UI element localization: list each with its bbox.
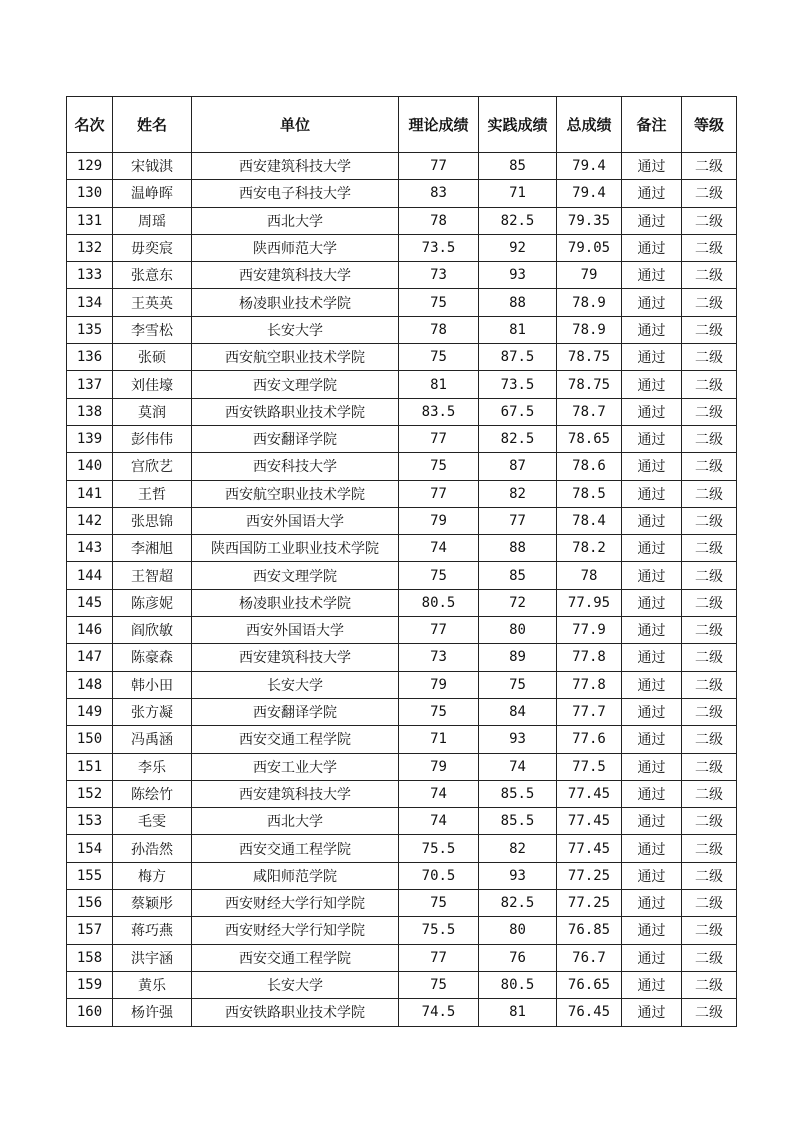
cell-unit: 西安文理学院 (192, 562, 399, 589)
cell-level: 二级 (682, 753, 737, 780)
cell-total-score: 77.45 (557, 808, 622, 835)
cell-remark: 通过 (622, 862, 682, 889)
cell-theory-score: 77 (399, 425, 479, 452)
cell-unit: 西安翻译学院 (192, 698, 399, 725)
cell-rank: 143 (67, 535, 113, 562)
cell-level: 二级 (682, 862, 737, 889)
cell-name: 王智超 (113, 562, 192, 589)
cell-name: 梅方 (113, 862, 192, 889)
table-row (67, 398, 737, 425)
table-row (67, 371, 737, 398)
cell-total-score: 78 (557, 562, 622, 589)
cell-remark: 通过 (622, 289, 682, 316)
cell-practice-score: 71 (479, 180, 557, 207)
cell-name: 张方凝 (113, 698, 192, 725)
header-remark: 备注 (622, 97, 682, 153)
cell-total-score: 77.8 (557, 671, 622, 698)
cell-unit: 西安铁路职业技术学院 (192, 398, 399, 425)
cell-name: 李湘旭 (113, 535, 192, 562)
cell-rank: 160 (67, 999, 113, 1026)
cell-rank: 147 (67, 644, 113, 671)
cell-unit: 西安建筑科技大学 (192, 153, 399, 180)
cell-unit: 西安财经大学行知学院 (192, 890, 399, 917)
cell-total-score: 78.9 (557, 316, 622, 343)
cell-unit: 西安工业大学 (192, 753, 399, 780)
cell-unit: 西安翻译学院 (192, 425, 399, 452)
table-row (67, 617, 737, 644)
cell-total-score: 76.7 (557, 944, 622, 971)
cell-remark: 通过 (622, 644, 682, 671)
cell-total-score: 77.8 (557, 644, 622, 671)
table-row (67, 453, 737, 480)
cell-theory-score: 79 (399, 671, 479, 698)
cell-theory-score: 74.5 (399, 999, 479, 1026)
cell-theory-score: 74 (399, 808, 479, 835)
cell-practice-score: 87.5 (479, 344, 557, 371)
cell-theory-score: 83.5 (399, 398, 479, 425)
cell-rank: 152 (67, 780, 113, 807)
cell-level: 二级 (682, 316, 737, 343)
cell-remark: 通过 (622, 180, 682, 207)
header-rank: 名次 (67, 97, 113, 153)
cell-theory-score: 77 (399, 617, 479, 644)
cell-level: 二级 (682, 289, 737, 316)
cell-practice-score: 85 (479, 153, 557, 180)
cell-name: 周瑶 (113, 207, 192, 234)
cell-level: 二级 (682, 890, 737, 917)
cell-total-score: 78.75 (557, 371, 622, 398)
cell-theory-score: 75 (399, 453, 479, 480)
cell-level: 二级 (682, 153, 737, 180)
results-table (66, 96, 737, 1027)
cell-unit: 西北大学 (192, 808, 399, 835)
cell-name: 洪宇涵 (113, 944, 192, 971)
table-row (67, 644, 737, 671)
cell-rank: 146 (67, 617, 113, 644)
cell-rank: 137 (67, 371, 113, 398)
cell-level: 二级 (682, 507, 737, 534)
cell-practice-score: 73.5 (479, 371, 557, 398)
cell-rank: 139 (67, 425, 113, 452)
cell-unit: 西安外国语大学 (192, 617, 399, 644)
cell-practice-score: 84 (479, 698, 557, 725)
cell-total-score: 78.9 (557, 289, 622, 316)
cell-unit: 西安建筑科技大学 (192, 644, 399, 671)
cell-practice-score: 81 (479, 316, 557, 343)
cell-total-score: 76.85 (557, 917, 622, 944)
cell-theory-score: 71 (399, 726, 479, 753)
cell-rank: 159 (67, 971, 113, 998)
cell-total-score: 79.05 (557, 234, 622, 261)
cell-theory-score: 81 (399, 371, 479, 398)
cell-unit: 西安交通工程学院 (192, 944, 399, 971)
cell-total-score: 77.45 (557, 835, 622, 862)
cell-unit: 西安文理学院 (192, 371, 399, 398)
cell-unit: 西安财经大学行知学院 (192, 917, 399, 944)
cell-theory-score: 80.5 (399, 589, 479, 616)
cell-rank: 150 (67, 726, 113, 753)
cell-practice-score: 85.5 (479, 780, 557, 807)
cell-name: 阎欣敏 (113, 617, 192, 644)
cell-rank: 136 (67, 344, 113, 371)
table-row (67, 862, 737, 889)
cell-name: 韩小田 (113, 671, 192, 698)
cell-practice-score: 67.5 (479, 398, 557, 425)
cell-theory-score: 75 (399, 344, 479, 371)
cell-rank: 131 (67, 207, 113, 234)
table-row (67, 344, 737, 371)
cell-name: 宫欣艺 (113, 453, 192, 480)
header-level: 等级 (682, 97, 737, 153)
cell-unit: 杨凌职业技术学院 (192, 589, 399, 616)
cell-practice-score: 81 (479, 999, 557, 1026)
cell-total-score: 78.7 (557, 398, 622, 425)
cell-rank: 130 (67, 180, 113, 207)
cell-total-score: 76.65 (557, 971, 622, 998)
cell-name: 张硕 (113, 344, 192, 371)
cell-practice-score: 82 (479, 835, 557, 862)
cell-level: 二级 (682, 453, 737, 480)
cell-rank: 142 (67, 507, 113, 534)
cell-total-score: 77.45 (557, 780, 622, 807)
cell-total-score: 78.5 (557, 480, 622, 507)
cell-theory-score: 74 (399, 535, 479, 562)
cell-theory-score: 75.5 (399, 835, 479, 862)
table-body (67, 153, 737, 1027)
cell-remark: 通过 (622, 780, 682, 807)
cell-name: 陈绘竹 (113, 780, 192, 807)
cell-unit: 西安外国语大学 (192, 507, 399, 534)
cell-level: 二级 (682, 535, 737, 562)
cell-total-score: 79.35 (557, 207, 622, 234)
cell-name: 李雪松 (113, 316, 192, 343)
cell-level: 二级 (682, 371, 737, 398)
header-theory-score: 理论成绩 (399, 97, 479, 153)
cell-rank: 134 (67, 289, 113, 316)
table-row (67, 808, 737, 835)
cell-unit: 长安大学 (192, 971, 399, 998)
cell-name: 孙浩然 (113, 835, 192, 862)
header-unit: 单位 (192, 97, 399, 153)
cell-rank: 149 (67, 698, 113, 725)
cell-total-score: 77.9 (557, 617, 622, 644)
cell-level: 二级 (682, 234, 737, 261)
table-row (67, 999, 737, 1026)
cell-practice-score: 82.5 (479, 425, 557, 452)
cell-remark: 通过 (622, 262, 682, 289)
cell-rank: 132 (67, 234, 113, 261)
cell-unit: 西安科技大学 (192, 453, 399, 480)
cell-level: 二级 (682, 944, 737, 971)
cell-theory-score: 75 (399, 971, 479, 998)
cell-level: 二级 (682, 180, 737, 207)
cell-name: 温峥晖 (113, 180, 192, 207)
cell-unit: 西安铁路职业技术学院 (192, 999, 399, 1026)
cell-total-score: 76.45 (557, 999, 622, 1026)
cell-unit: 陕西师范大学 (192, 234, 399, 261)
cell-practice-score: 74 (479, 753, 557, 780)
table-row (67, 698, 737, 725)
cell-practice-score: 93 (479, 262, 557, 289)
table-row (67, 671, 737, 698)
cell-unit: 长安大学 (192, 316, 399, 343)
cell-name: 黄乐 (113, 971, 192, 998)
cell-remark: 通过 (622, 234, 682, 261)
table-row (67, 316, 737, 343)
cell-level: 二级 (682, 562, 737, 589)
cell-remark: 通过 (622, 207, 682, 234)
cell-remark: 通过 (622, 890, 682, 917)
cell-unit: 杨凌职业技术学院 (192, 289, 399, 316)
cell-remark: 通过 (622, 698, 682, 725)
cell-total-score: 79.4 (557, 153, 622, 180)
cell-level: 二级 (682, 425, 737, 452)
cell-level: 二级 (682, 780, 737, 807)
cell-theory-score: 75 (399, 289, 479, 316)
cell-practice-score: 88 (479, 289, 557, 316)
cell-level: 二级 (682, 589, 737, 616)
cell-remark: 通过 (622, 808, 682, 835)
cell-unit: 西安交通工程学院 (192, 726, 399, 753)
cell-remark: 通过 (622, 999, 682, 1026)
cell-total-score: 78.2 (557, 535, 622, 562)
cell-name: 刘佳壕 (113, 371, 192, 398)
table-row (67, 289, 737, 316)
cell-unit: 西安建筑科技大学 (192, 262, 399, 289)
cell-practice-score: 72 (479, 589, 557, 616)
cell-name: 蒋巧燕 (113, 917, 192, 944)
cell-theory-score: 79 (399, 753, 479, 780)
cell-theory-score: 83 (399, 180, 479, 207)
cell-theory-score: 70.5 (399, 862, 479, 889)
cell-level: 二级 (682, 207, 737, 234)
table-row (67, 890, 737, 917)
cell-rank: 157 (67, 917, 113, 944)
cell-name: 王哲 (113, 480, 192, 507)
cell-name: 莫润 (113, 398, 192, 425)
cell-total-score: 78.4 (557, 507, 622, 534)
cell-name: 陈豪森 (113, 644, 192, 671)
table-row (67, 917, 737, 944)
cell-remark: 通过 (622, 835, 682, 862)
cell-rank: 141 (67, 480, 113, 507)
cell-name: 杨许强 (113, 999, 192, 1026)
cell-rank: 156 (67, 890, 113, 917)
cell-remark: 通过 (622, 316, 682, 343)
cell-practice-score: 77 (479, 507, 557, 534)
cell-practice-score: 89 (479, 644, 557, 671)
cell-unit: 陕西国防工业职业技术学院 (192, 535, 399, 562)
cell-theory-score: 74 (399, 780, 479, 807)
cell-remark: 通过 (622, 671, 682, 698)
cell-total-score: 77.6 (557, 726, 622, 753)
cell-total-score: 77.25 (557, 862, 622, 889)
cell-theory-score: 77 (399, 944, 479, 971)
cell-practice-score: 92 (479, 234, 557, 261)
cell-theory-score: 79 (399, 507, 479, 534)
cell-rank: 145 (67, 589, 113, 616)
cell-level: 二级 (682, 617, 737, 644)
table-row (67, 753, 737, 780)
table-row (67, 726, 737, 753)
cell-rank: 148 (67, 671, 113, 698)
cell-level: 二级 (682, 917, 737, 944)
cell-name: 宋钺淇 (113, 153, 192, 180)
cell-total-score: 77.95 (557, 589, 622, 616)
cell-unit: 咸阳师范学院 (192, 862, 399, 889)
table-row (67, 562, 737, 589)
table-row (67, 480, 737, 507)
cell-theory-score: 73.5 (399, 234, 479, 261)
cell-rank: 138 (67, 398, 113, 425)
table-row (67, 207, 737, 234)
cell-total-score: 77.25 (557, 890, 622, 917)
cell-theory-score: 73 (399, 262, 479, 289)
table-row (67, 971, 737, 998)
cell-remark: 通过 (622, 398, 682, 425)
cell-total-score: 78.75 (557, 344, 622, 371)
cell-remark: 通过 (622, 562, 682, 589)
cell-name: 蔡颖彤 (113, 890, 192, 917)
table-row (67, 180, 737, 207)
cell-rank: 153 (67, 808, 113, 835)
cell-remark: 通过 (622, 617, 682, 644)
cell-level: 二级 (682, 999, 737, 1026)
cell-level: 二级 (682, 835, 737, 862)
cell-total-score: 79 (557, 262, 622, 289)
cell-rank: 140 (67, 453, 113, 480)
cell-practice-score: 93 (479, 862, 557, 889)
cell-rank: 133 (67, 262, 113, 289)
cell-unit: 西安交通工程学院 (192, 835, 399, 862)
cell-rank: 129 (67, 153, 113, 180)
cell-theory-score: 75 (399, 890, 479, 917)
cell-name: 张思锦 (113, 507, 192, 534)
cell-level: 二级 (682, 971, 737, 998)
cell-theory-score: 78 (399, 207, 479, 234)
cell-name: 毛雯 (113, 808, 192, 835)
cell-total-score: 77.7 (557, 698, 622, 725)
cell-theory-score: 75.5 (399, 917, 479, 944)
cell-theory-score: 73 (399, 644, 479, 671)
cell-remark: 通过 (622, 726, 682, 753)
cell-practice-score: 85 (479, 562, 557, 589)
cell-total-score: 78.65 (557, 425, 622, 452)
cell-level: 二级 (682, 344, 737, 371)
cell-level: 二级 (682, 726, 737, 753)
table-row (67, 507, 737, 534)
cell-theory-score: 75 (399, 698, 479, 725)
cell-rank: 144 (67, 562, 113, 589)
cell-rank: 155 (67, 862, 113, 889)
cell-remark: 通过 (622, 453, 682, 480)
cell-name: 冯禹涵 (113, 726, 192, 753)
cell-total-score: 79.4 (557, 180, 622, 207)
cell-remark: 通过 (622, 425, 682, 452)
cell-rank: 154 (67, 835, 113, 862)
cell-remark: 通过 (622, 480, 682, 507)
cell-level: 二级 (682, 262, 737, 289)
cell-practice-score: 80 (479, 617, 557, 644)
cell-remark: 通过 (622, 507, 682, 534)
cell-remark: 通过 (622, 344, 682, 371)
cell-remark: 通过 (622, 535, 682, 562)
cell-name: 李乐 (113, 753, 192, 780)
table-row (67, 153, 737, 180)
cell-name: 彭伟伟 (113, 425, 192, 452)
cell-unit: 长安大学 (192, 671, 399, 698)
cell-remark: 通过 (622, 971, 682, 998)
header-practice-score: 实践成绩 (479, 97, 557, 153)
cell-remark: 通过 (622, 589, 682, 616)
cell-name: 王英英 (113, 289, 192, 316)
cell-unit: 西安建筑科技大学 (192, 780, 399, 807)
table-row (67, 944, 737, 971)
cell-level: 二级 (682, 398, 737, 425)
table-row (67, 262, 737, 289)
cell-practice-score: 80 (479, 917, 557, 944)
cell-name: 陈彦妮 (113, 589, 192, 616)
table-row (67, 535, 737, 562)
cell-theory-score: 77 (399, 480, 479, 507)
cell-level: 二级 (682, 698, 737, 725)
cell-level: 二级 (682, 480, 737, 507)
cell-rank: 151 (67, 753, 113, 780)
cell-theory-score: 77 (399, 153, 479, 180)
cell-level: 二级 (682, 808, 737, 835)
cell-practice-score: 75 (479, 671, 557, 698)
cell-unit: 西安航空职业技术学院 (192, 344, 399, 371)
table-row (67, 234, 737, 261)
cell-unit: 西安电子科技大学 (192, 180, 399, 207)
cell-level: 二级 (682, 644, 737, 671)
cell-practice-score: 85.5 (479, 808, 557, 835)
cell-total-score: 78.6 (557, 453, 622, 480)
cell-theory-score: 75 (399, 562, 479, 589)
cell-level: 二级 (682, 671, 737, 698)
cell-practice-score: 82.5 (479, 890, 557, 917)
table-header-row (67, 97, 737, 153)
cell-unit: 西安航空职业技术学院 (192, 480, 399, 507)
cell-practice-score: 82.5 (479, 207, 557, 234)
cell-rank: 158 (67, 944, 113, 971)
table-row (67, 425, 737, 452)
table-row (67, 835, 737, 862)
cell-remark: 通过 (622, 944, 682, 971)
cell-remark: 通过 (622, 153, 682, 180)
cell-remark: 通过 (622, 753, 682, 780)
table-row (67, 780, 737, 807)
cell-name: 张意东 (113, 262, 192, 289)
cell-practice-score: 82 (479, 480, 557, 507)
cell-theory-score: 78 (399, 316, 479, 343)
table-row (67, 589, 737, 616)
header-total-score: 总成绩 (557, 97, 622, 153)
cell-practice-score: 88 (479, 535, 557, 562)
header-name: 姓名 (113, 97, 192, 153)
cell-practice-score: 76 (479, 944, 557, 971)
cell-practice-score: 80.5 (479, 971, 557, 998)
cell-unit: 西北大学 (192, 207, 399, 234)
cell-rank: 135 (67, 316, 113, 343)
cell-total-score: 77.5 (557, 753, 622, 780)
cell-name: 毋奕宸 (113, 234, 192, 261)
cell-practice-score: 93 (479, 726, 557, 753)
cell-remark: 通过 (622, 371, 682, 398)
cell-practice-score: 87 (479, 453, 557, 480)
cell-remark: 通过 (622, 917, 682, 944)
